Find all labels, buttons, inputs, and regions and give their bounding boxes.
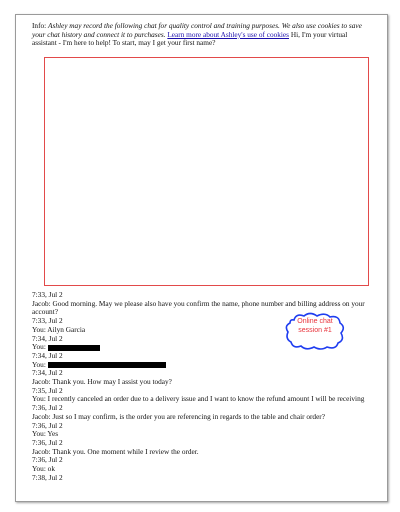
chat-line-text: Jacob: Thank you. How may I assist you today?: [32, 377, 172, 387]
chat-line-text: You: Ailyn Garcia: [32, 324, 86, 334]
intro-disclaimer: Ashley may record the following chat for quality control and training purposes. We also use cookies to save your chat history and connect it to purchases.: [32, 21, 362, 39]
chat-line: [32, 395, 368, 404]
intro-greeting: Hi, I'm your virtual assistant - I'm here to help! To start, may I get your first name?: [32, 29, 348, 48]
chat-line-text: 7:35, Jul 2: [32, 385, 63, 395]
chat-line-text: You: ok: [32, 464, 55, 474]
chat-line: [32, 430, 368, 439]
chat-line: [32, 474, 368, 483]
chat-line: [32, 422, 368, 431]
chat-line-text: You: I recently canceled an order due to a delivery issue and I want to know the refund amount I will be receiving: [32, 394, 365, 404]
intro-paragraph: [32, 22, 368, 48]
chat-line-text: 7:36, Jul 2: [32, 455, 63, 465]
chat-line-text: You:: [32, 359, 46, 369]
chat-line-text: 7:34, Jul 2: [32, 333, 63, 343]
intro-label: Info:: [32, 21, 47, 30]
chat-line-text: Jacob: Thank you. One moment while I review the order.: [32, 446, 199, 456]
chat-line: [32, 448, 368, 457]
chat-line-text: 7:36, Jul 2: [32, 403, 63, 413]
annotation-line-2: session #1: [298, 326, 332, 334]
chat-line: [32, 413, 368, 422]
redacted-region-box: [44, 57, 369, 286]
chat-line-text: 7:34, Jul 2: [32, 350, 63, 360]
chat-line-text: 7:38, Jul 2: [32, 472, 63, 482]
chat-line: [32, 456, 368, 465]
redaction-bar: [48, 362, 166, 368]
chat-line-text: 7:36, Jul 2: [32, 437, 63, 447]
chat-line-text: You:: [32, 342, 46, 352]
chat-line-text: You: Yes: [32, 429, 59, 439]
cookies-link[interactable]: Learn more about Ashley's use of cookies: [167, 29, 290, 39]
redaction-bar: [48, 345, 100, 351]
chat-line: [32, 465, 368, 474]
chat-line-text: 7:33, Jul 2: [32, 316, 63, 326]
chat-line: [32, 352, 368, 361]
chat-line: [32, 361, 368, 370]
annotation-label: [284, 318, 346, 335]
chat-line-text: 7:36, Jul 2: [32, 420, 63, 430]
chat-line-text: Jacob: Just so I may confirm, is the order you are referencing in regards to the table and chair order?: [32, 411, 325, 421]
chat-line-text: 7:33, Jul 2: [32, 290, 63, 299]
chat-line-text: 7:34, Jul 2: [32, 368, 63, 378]
chat-intro: [32, 22, 368, 48]
chat-line: [32, 378, 368, 387]
chat-line-text: Jacob: Good morning. May we please also have you confirm the name, phone number and billing address on your account?: [32, 298, 365, 317]
annotation-line-1: Online chat: [297, 318, 333, 325]
